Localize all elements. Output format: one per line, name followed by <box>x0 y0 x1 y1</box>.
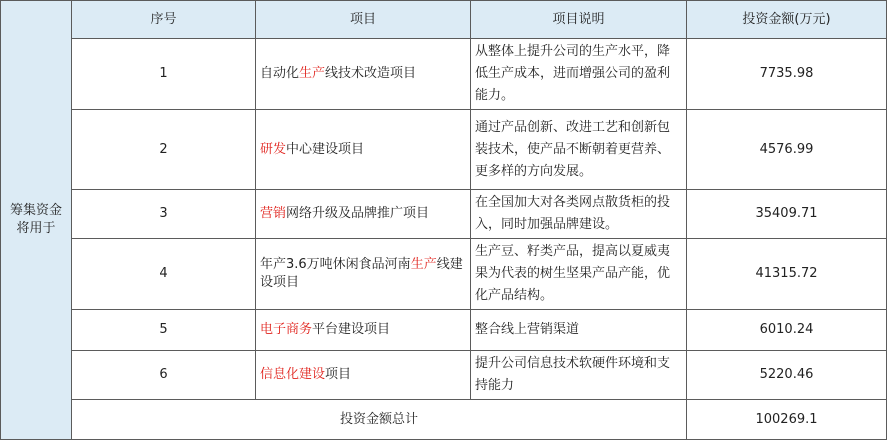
row-amount: 4576.99 <box>687 110 887 190</box>
project-highlight: 生产 <box>299 66 326 81</box>
row-desc: 从整体上提升公司的生产水平，降低生产成本，进而增强公司的盈利能力。 <box>471 39 687 110</box>
row-project <box>256 190 471 239</box>
project-highlight: 生产 <box>410 257 437 272</box>
row-seq: 3 <box>72 190 256 239</box>
project-highlight: 营销 <box>260 206 287 221</box>
project-text: 年产3.6万吨休闲食品河南 <box>260 257 411 272</box>
project-highlight: 信息化建设 <box>260 367 326 382</box>
row-desc: 通过产品创新、改进工艺和创新包装技术，使产品不断朝着更营养、更多样的方向发展。 <box>471 110 687 190</box>
row-desc: 提升公司信息技术软硬件环境和支持能力 <box>471 351 687 400</box>
row-amount: 5220.46 <box>687 351 887 400</box>
row-project <box>256 310 471 351</box>
project-highlight: 研发 <box>260 141 287 157</box>
header-seq: 序号 <box>72 1 256 39</box>
row-amount: 41315.72 <box>687 239 887 310</box>
header-row <box>1 1 887 39</box>
header-desc: 项目说明 <box>471 1 687 39</box>
row-desc: 在全国加大对各类网点散货柜的投入，同时加强品牌建设。 <box>471 190 687 239</box>
row-desc: 整合线上营销渠道 <box>471 310 687 351</box>
project-text: 项目 <box>325 367 352 382</box>
row-amount: 35409.71 <box>687 190 887 239</box>
table-row <box>1 190 887 239</box>
table-row <box>1 351 887 400</box>
row-project <box>256 39 471 110</box>
total-row <box>1 400 887 440</box>
table-row <box>1 110 887 190</box>
side-label-line1: 筹集资金 <box>9 203 62 218</box>
row-seq: 6 <box>72 351 256 400</box>
project-text: 中心建设项目 <box>286 141 365 157</box>
project-text: 网络升级及品牌推广项目 <box>286 206 430 221</box>
total-amount: 100269.1 <box>687 400 887 440</box>
table-row <box>1 239 887 310</box>
project-highlight: 电子商务 <box>260 322 313 337</box>
side-label <box>1 1 72 440</box>
table-row <box>1 310 887 351</box>
project-text: 线技术改造项目 <box>325 66 417 81</box>
row-seq: 4 <box>72 239 256 310</box>
row-amount: 6010.24 <box>687 310 887 351</box>
header-project: 项目 <box>256 1 471 39</box>
project-text: 自动化 <box>260 66 300 81</box>
row-seq: 1 <box>72 39 256 110</box>
row-desc: 生产豆、籽类产品，提高以夏威夷果为代表的树生坚果产品产能，优化产品结构。 <box>471 239 687 310</box>
table-row <box>1 39 887 110</box>
row-amount: 7735.98 <box>687 39 887 110</box>
header-amount: 投资金额(万元) <box>687 1 887 39</box>
row-project <box>256 351 471 400</box>
side-label-line2: 将用于 <box>16 221 56 236</box>
row-seq: 2 <box>72 110 256 190</box>
row-project <box>256 110 471 190</box>
project-text: 平台建设项目 <box>312 322 391 337</box>
row-project <box>256 239 471 310</box>
project-text: 线建设项目 <box>260 257 463 290</box>
total-label: 投资金额总计 <box>72 400 687 440</box>
row-seq: 5 <box>72 310 256 351</box>
